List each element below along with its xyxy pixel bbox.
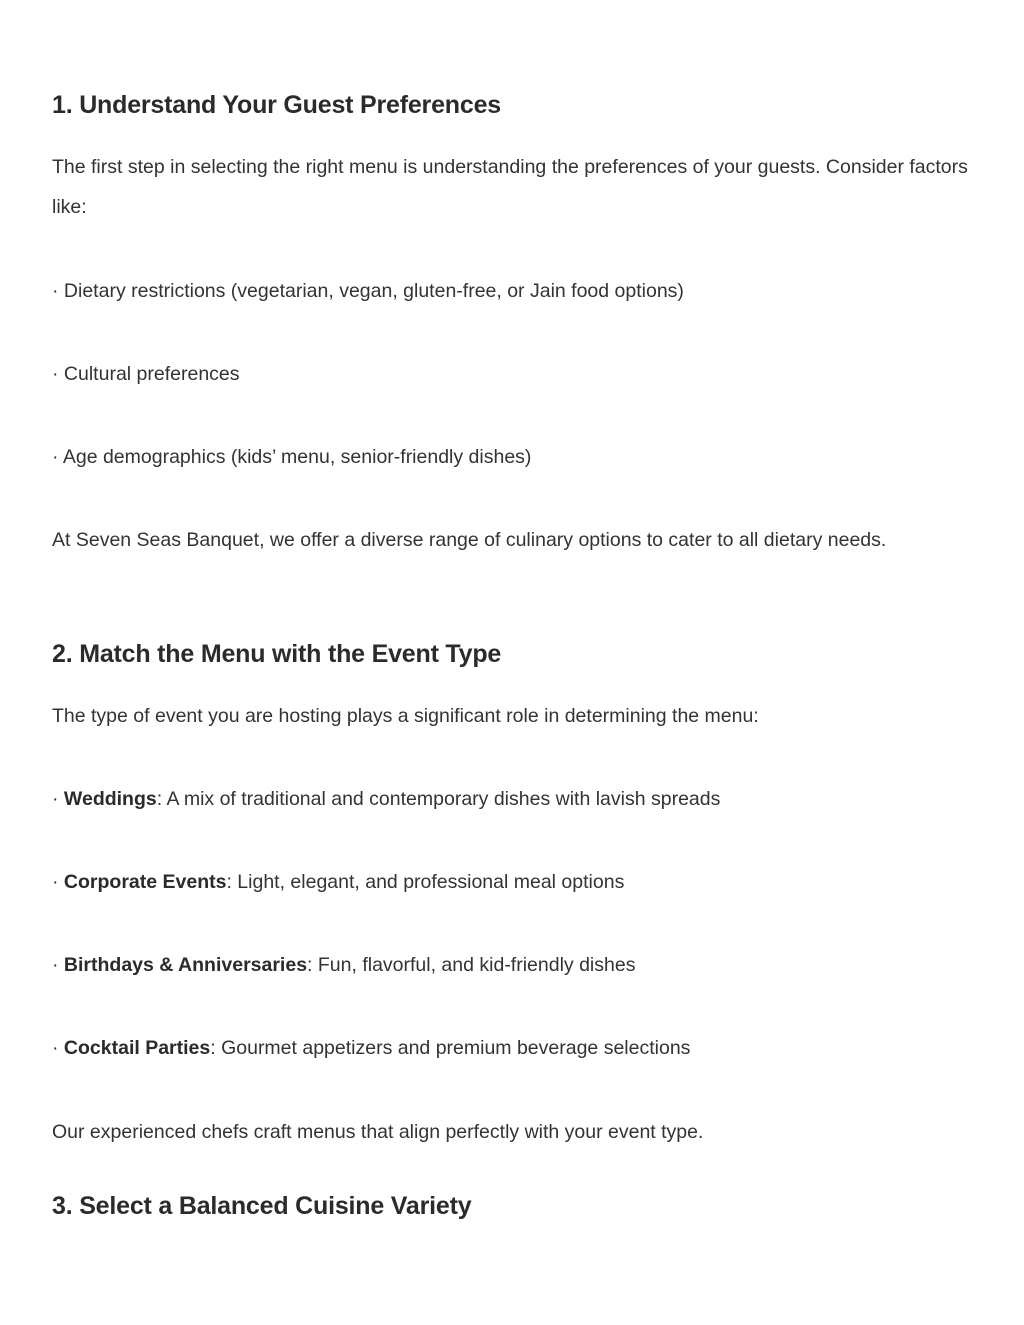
bullet-marker: · bbox=[52, 363, 64, 385]
section-2-bullet-birthdays bbox=[52, 945, 982, 985]
section-2-bullet-corporate bbox=[52, 862, 982, 902]
bullet-text: : Light, elegant, and professional meal options bbox=[226, 871, 625, 893]
bullet-marker: · bbox=[52, 1037, 64, 1059]
section-1-bullet-dietary bbox=[52, 271, 982, 311]
bullet-term: Cocktail Parties bbox=[63, 1037, 211, 1059]
bullet-text: : A mix of traditional and contemporary dishes with lavish spreads bbox=[156, 788, 721, 810]
section-2-bullet-cocktail bbox=[52, 1028, 982, 1068]
section-1-bullet-age bbox=[52, 437, 982, 477]
bullet-text: : Gourmet appetizers and premium beverage selections bbox=[210, 1037, 691, 1059]
section-2-intro: The type of event you are hosting plays a significant role in determining the menu: bbox=[52, 705, 759, 727]
section-2-heading: 2. Match the Menu with the Event Type bbox=[52, 640, 502, 668]
bullet-marker: · bbox=[52, 788, 64, 810]
bullet-term: Corporate Events bbox=[63, 871, 227, 893]
section-1-heading: 1. Understand Your Guest Preferences bbox=[52, 91, 501, 119]
section-2-bullet-weddings bbox=[52, 779, 982, 819]
section-2-closing: Our experienced chefs craft menus that align perfectly with your event type. bbox=[52, 1121, 704, 1143]
section-1-bullet-cultural bbox=[52, 354, 982, 394]
bullet-marker: · bbox=[52, 954, 64, 976]
section-1-closing: At Seven Seas Banquet, we offer a diverse range of culinary options to cater to all dietary needs. bbox=[52, 529, 887, 551]
bullet-term: Weddings bbox=[63, 788, 157, 810]
bullet-text: Age demographics (kids’ menu, senior-friendly dishes) bbox=[62, 446, 532, 468]
bullet-text: : Fun, flavorful, and kid-friendly dishes bbox=[307, 954, 636, 976]
bullet-marker: · bbox=[52, 871, 64, 893]
section-3-heading: 3. Select a Balanced Cuisine Variety bbox=[52, 1192, 472, 1220]
section-1-intro: The first step in selecting the right menu is understanding the preferences of your guests. Consider factors like: bbox=[52, 156, 968, 218]
bullet-marker: · bbox=[52, 280, 64, 302]
bullet-text: Dietary restrictions (vegetarian, vegan, gluten-free, or Jain food options) bbox=[63, 280, 684, 302]
bullet-marker: · bbox=[52, 446, 63, 468]
bullet-term: Birthdays & Anniversaries bbox=[63, 954, 308, 976]
bullet-text: Cultural preferences bbox=[63, 363, 240, 385]
